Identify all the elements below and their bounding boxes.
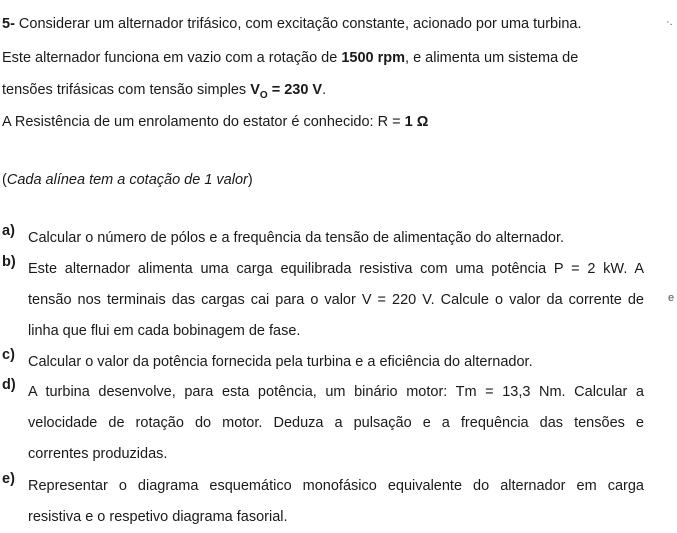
item-text-line: Representar o diagrama esquemático monofásico equivalente do alternador em carga	[28, 478, 644, 494]
item-text-line: resistiva e o respetivo diagrama fasorial.	[28, 509, 288, 525]
item-label: b)	[2, 254, 16, 270]
problem-line-2: Este alternador funciona em vazio com a rotação de 1500 rpm, e alimenta um sistema de	[2, 50, 579, 66]
item-text-line: Calcular o valor da potência fornecida pela turbina e a eficiência do alternador.	[28, 354, 533, 370]
grading-note: (Cada alínea tem a cotação de 1 valor)	[2, 172, 253, 188]
voltage-value: $V_O = 230$ V	[250, 82, 323, 101]
item-label: c)	[2, 347, 15, 363]
item-text-line: Calcular o número de pólos e a frequência da tensão de alimentação do alternador.	[28, 230, 565, 246]
item-text-line: Este alternador alimenta uma carga equilibrada resistiva com uma potência P = 2 kW. A	[28, 261, 644, 277]
problem-line-1: 5- Considerar um alternador trifásico, com excitação constante, acionado por uma turbina.	[2, 16, 582, 32]
item-text-line: A turbina desenvolve, para esta potência, um binário motor: Tm = 13,3 Nm. Calcular a	[28, 384, 644, 400]
item-text-line: linha que flui em cada bobinagem de fase.	[28, 323, 301, 339]
item-label: a)	[2, 223, 15, 239]
margin-mark-top: ·.	[666, 16, 673, 28]
item-label: e)	[2, 471, 15, 487]
item-text-line: tensão nos terminais das cargas cai para o valor V = 220 V. Calcule o valor da corrente de	[28, 292, 644, 308]
problem-line-3: tensões trifásicas com tensão simples $V_O = 230$ V.	[2, 82, 327, 101]
problem-line-4: A Resistência de um enrolamento do estator é conhecido: R = 1 Ω	[2, 114, 429, 130]
header-fragment	[290, 0, 400, 1]
item-text-line: velocidade de rotação do motor. Deduza a pulsação e a frequência das tensões e	[28, 415, 644, 431]
item-text-line: correntes produzidas.	[28, 446, 168, 462]
margin-mark-middle: e	[668, 292, 675, 304]
problem-number: 5-	[2, 16, 15, 32]
item-label: d)	[2, 377, 16, 393]
resistance-value: 1 Ω	[404, 114, 429, 130]
speed-value: 1500 rpm	[341, 50, 406, 66]
